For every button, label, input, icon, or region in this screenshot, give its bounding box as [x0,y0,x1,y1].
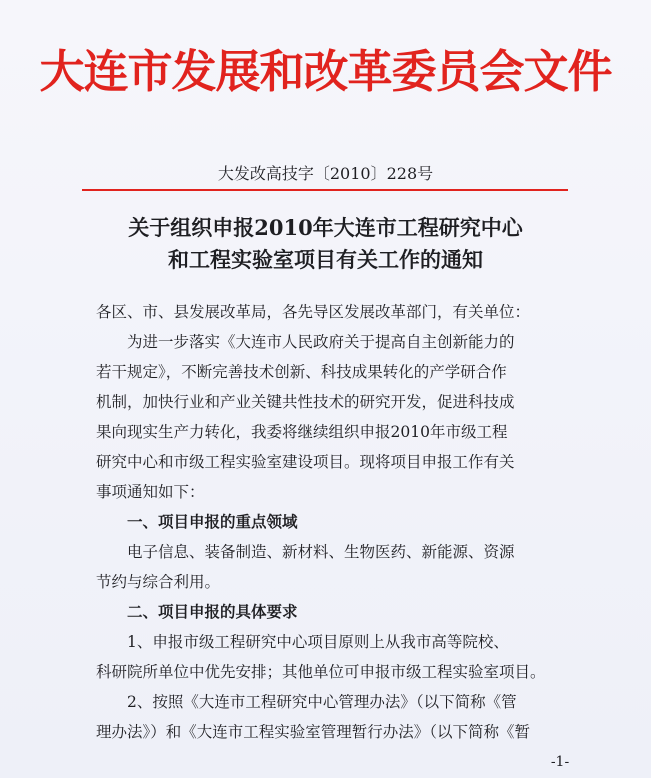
body-line: 研究中心和市级工程实验室建设项目。现将项目申报工作有关 [96,453,515,471]
organization-header: 大连市发展和改革委员会文件 [39,45,612,98]
notice-title-line-2: 和工程实验室项目有关工作的通知 [168,247,483,272]
notice-title [0,212,651,276]
body-line: 若干规定》，不断完善技术创新、科技成果转化的产学研合作 [96,363,507,381]
notice-title-line-1: 关于组织申报2010年大连市工程研究中心 [128,215,523,240]
body-line: 机制，加快行业和产业关键共性技术的研究开发，促进科技成 [96,393,515,411]
body-line: 理办法》）和《大连市工程实验室管理暂行办法》（以下简称《暂 [96,723,531,741]
body-line: 1、申报市级工程研究中心项目原则上从我市高等院校、 [127,633,509,651]
body-line: 科研院所单位中优先安排；其他单位可申报市级工程实验室项目。 [96,663,546,681]
body-line: 节约与综合利用。 [96,573,221,591]
notice-body [96,299,576,749]
page-number: -1- [550,754,570,770]
document-number: 大发改高技字〔2010〕228号 [217,164,434,183]
body-line: 电子信息、装备制造、新材料、生物医药、新能源、资源 [127,543,515,561]
section-heading-1: 一、项目申报的重点领域 [127,512,298,531]
body-line: 事项通知如下： [96,483,205,501]
red-divider-line [82,189,568,191]
body-line: 2、按照《大连市工程研究中心管理办法》（以下简称《管 [127,693,517,711]
salutation: 各区、市、县发展改革局，各先导区发展改革部门，有关单位： [96,303,531,321]
body-line: 为进一步落实《大连市人民政府关于提高自主创新能力的 [127,333,515,351]
body-line: 果向现实生产力转化，我委将继续组织申报2010年市级工程 [96,423,508,441]
section-heading-2: 二、项目申报的具体要求 [127,602,298,621]
